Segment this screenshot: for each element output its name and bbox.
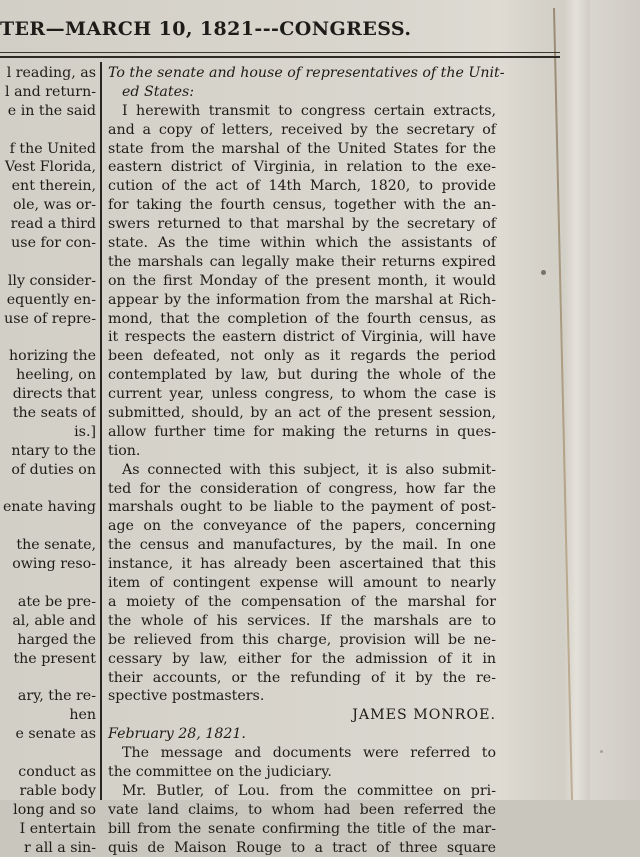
left-column-line: the senate, (16, 537, 96, 554)
left-column-line: harged the (17, 631, 96, 648)
paragraph-line: appear by the information from the marshal at Rich- (108, 291, 496, 308)
left-column-line: ary, the re- (17, 688, 96, 705)
left-column-line: ate be pre- (17, 593, 96, 610)
left-column-line: ole, was or- (12, 197, 96, 214)
paragraph-line: instance, it has already been ascertained that this (108, 556, 496, 573)
left-column-line: hen (69, 707, 96, 724)
paragraph-line: Mr. Butler, of Lou. from the committee on pri- (122, 782, 496, 799)
left-column-line (0, 574, 96, 593)
paragraph-message-2 (108, 461, 496, 707)
left-column-line (0, 744, 96, 763)
left-column-line (0, 669, 96, 688)
paragraph-line: tion. (108, 442, 141, 459)
left-column-line (0, 328, 96, 347)
left-column-line (0, 121, 96, 140)
left-column-line: l reading, as (6, 65, 96, 81)
left-column-line (0, 517, 96, 536)
paragraph-line: mond, that the completion of the fourth census, as (108, 310, 496, 327)
column-divider (100, 62, 102, 800)
salutation (108, 64, 505, 102)
paragraph-line: on the first Monday of the present month, it would (108, 272, 496, 289)
left-column-line: ntary to the (11, 442, 96, 459)
ink-spot (541, 270, 546, 275)
header-rule-thin (0, 52, 560, 53)
left-column-line: e senate as (15, 726, 96, 743)
paragraph-line: swers returned to that marshal by the secretary of (108, 216, 496, 233)
left-column-line: al, able and (12, 612, 96, 629)
ink-spot (600, 750, 603, 753)
left-column-line: use for con- (11, 235, 96, 252)
paragraph-line: I herewith transmit to congress certain extracts, (122, 102, 496, 119)
paragraph-line: item of contingent expense will amount to nearly (108, 575, 496, 592)
paragraph-line: age on the conveyance of the papers, concerning (108, 518, 496, 535)
left-column-line: directs that (12, 386, 96, 403)
signature: JAMES MONROE. (352, 707, 496, 724)
left-column-line: horizing the (9, 348, 96, 365)
paragraph-line: a moiety of the compensation of the marshal for (108, 593, 496, 610)
salutation-line: ed States: (122, 83, 195, 100)
main-column-text (108, 64, 505, 857)
paragraph-line: their accounts, or the refunding of it by the re- (108, 669, 496, 686)
paragraph-line: submitted, should, by an act of the present session, (108, 405, 496, 422)
paragraph-line: ted for the consideration of congress, how far the (108, 480, 496, 497)
paragraph-line: vate land claims, to whom had been referred the (108, 801, 496, 818)
left-column-line: Vest Florida, (4, 159, 96, 176)
paragraph-line: eastern district of Virginia, in relation to the exe- (108, 159, 496, 176)
left-column-line: read a third (10, 216, 96, 233)
paragraph-line: As connected with this subject, it is also submit- (122, 461, 496, 478)
paragraph-line: it respects the eastern district of Virginia, will have (108, 329, 496, 346)
left-column-line (0, 480, 96, 499)
paragraph-butler (108, 782, 496, 857)
paragraph-line: current year, unless congress, to whom the case is (108, 386, 496, 403)
paragraph-line: and a copy of letters, received by the secretary of (108, 121, 496, 138)
left-column-line: f the United (9, 140, 96, 157)
page-right-margin (590, 0, 640, 800)
left-column-line: use of repre- (4, 310, 96, 327)
paragraph-line: marshals ought to be liable to the payment of post- (108, 499, 496, 516)
left-column-line: conduct as (18, 763, 96, 780)
paragraph-line: cessary by law, either for the admission of it in (108, 650, 496, 667)
paragraph-line: bill from the senate confirming the title of the mar- (108, 820, 496, 837)
left-column-line: long and so (13, 801, 96, 818)
salutation-line: To the senate and house of representatives of the Unit- (108, 65, 505, 81)
paragraph-line: be relieved from this charge, provision will be ne- (108, 631, 496, 648)
left-column-line: owing reso- (12, 556, 96, 573)
left-column-line: enate having (3, 499, 96, 516)
paragraph-line: the whole of his services. If the marshals are to (108, 612, 496, 629)
paragraph-line: the census and manufactures, by the mail. In one (108, 537, 496, 554)
paragraph-line: The message and documents were referred to (122, 745, 496, 762)
paragraph-line: spective postmasters. (108, 688, 265, 705)
paragraph-line: been defeated, not only as it regards the period (108, 348, 496, 365)
dateline: February 28, 1821. (108, 726, 246, 743)
left-column-text (0, 64, 96, 857)
paragraph-referral (108, 744, 496, 782)
left-column-line (0, 253, 96, 272)
left-column-line: heeling, on (16, 367, 96, 384)
paragraph-line: the committee on the judiciary. (108, 763, 332, 780)
paragraph-line: the marshals can legally make their returns expired (108, 253, 496, 270)
left-column-line: the present (13, 650, 96, 667)
paragraph-line: quis de Maison Rouge to a tract of three square (108, 839, 496, 856)
paragraph-line: for taking the fourth census, together with the an- (108, 197, 496, 214)
left-column-line: is.] (74, 423, 96, 440)
left-column-line: I entertain (19, 820, 96, 837)
paragraph-line: state from the marshal of the United States for the (108, 140, 496, 157)
paragraph-line: contemplated by law, but during the whole of the (108, 367, 496, 384)
paragraph-line: cution of the act of 14th March, 1820, to provide (108, 178, 496, 195)
left-column-line: r all a sin- (23, 839, 96, 856)
paragraph-message-1 (108, 102, 496, 461)
paragraph-line: allow further time for making the returns in ques- (108, 423, 496, 440)
header-rule-thick (0, 56, 560, 58)
left-column-line: l and return- (5, 83, 96, 100)
left-column-line: equently en- (6, 291, 96, 308)
left-column-line: ent therein, (11, 178, 96, 195)
left-column-line: rable body (19, 782, 96, 799)
left-column-line: e in the said (7, 102, 96, 119)
left-column-line: of duties on (11, 461, 96, 478)
left-column-line: lly consider- (7, 272, 96, 289)
running-head: TER—MARCH 10, 1821---CONGRESS. (0, 18, 412, 40)
left-column-line: the seats of (12, 405, 96, 422)
paragraph-line: state. As the time within which the assistants of (108, 235, 496, 252)
